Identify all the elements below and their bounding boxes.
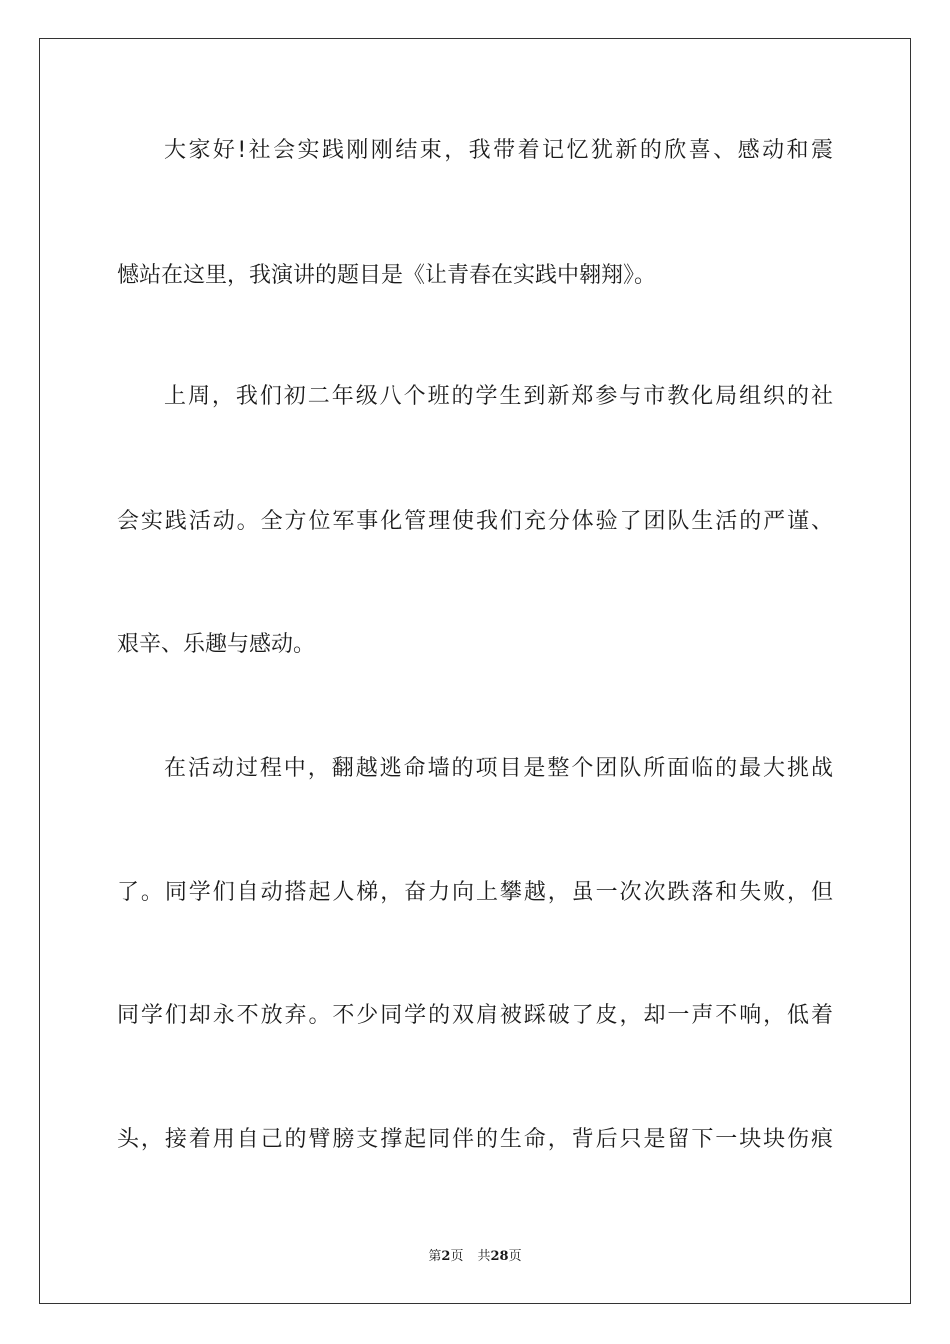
paragraph-1-line-1: 大家好!社会实践刚刚结束，我带着记忆犹新的欣喜、感动和震 [164, 138, 833, 163]
total-pages-prefix: 共 [477, 1249, 491, 1264]
paragraph-3-line-4: 头，接着用自己的臂膀支撑起同伴的生命，背后只是留下一块块伤痕 [117, 1127, 833, 1152]
page-number-suffix: 页 [450, 1249, 464, 1264]
paragraph-3-line-2: 了。同学们自动搭起人梯，奋力向上攀越，虽一次次跌落和失败，但 [117, 880, 833, 905]
paragraph-2-line-2: 会实践活动。全方位军事化管理使我们充分体验了团队生活的严谨、 [117, 509, 833, 534]
paragraph-3-line-3: 同学们却永不放弃。不少同学的双肩被踩破了皮，却一声不响，低着 [117, 1003, 833, 1028]
page-number-prefix: 第 [428, 1249, 442, 1264]
paragraph-1-line-2: 憾站在这里，我演讲的题目是《让青春在实践中翱翔》。 [117, 263, 657, 288]
page-border [39, 38, 911, 1304]
page-footer [0, 1248, 950, 1266]
paragraph-2-line-1: 上周，我们初二年级八个班的学生到新郑参与市教化局组织的社 [164, 384, 833, 409]
total-pages-suffix: 页 [508, 1249, 522, 1264]
paragraph-2-line-3: 艰辛、乐趣与感动。 [117, 632, 316, 657]
page-number: 2 [441, 1249, 451, 1264]
paragraph-3-line-1: 在活动过程中，翻越逃命墙的项目是整个团队所面临的最大挑战 [164, 756, 833, 781]
total-pages: 28 [490, 1249, 509, 1264]
